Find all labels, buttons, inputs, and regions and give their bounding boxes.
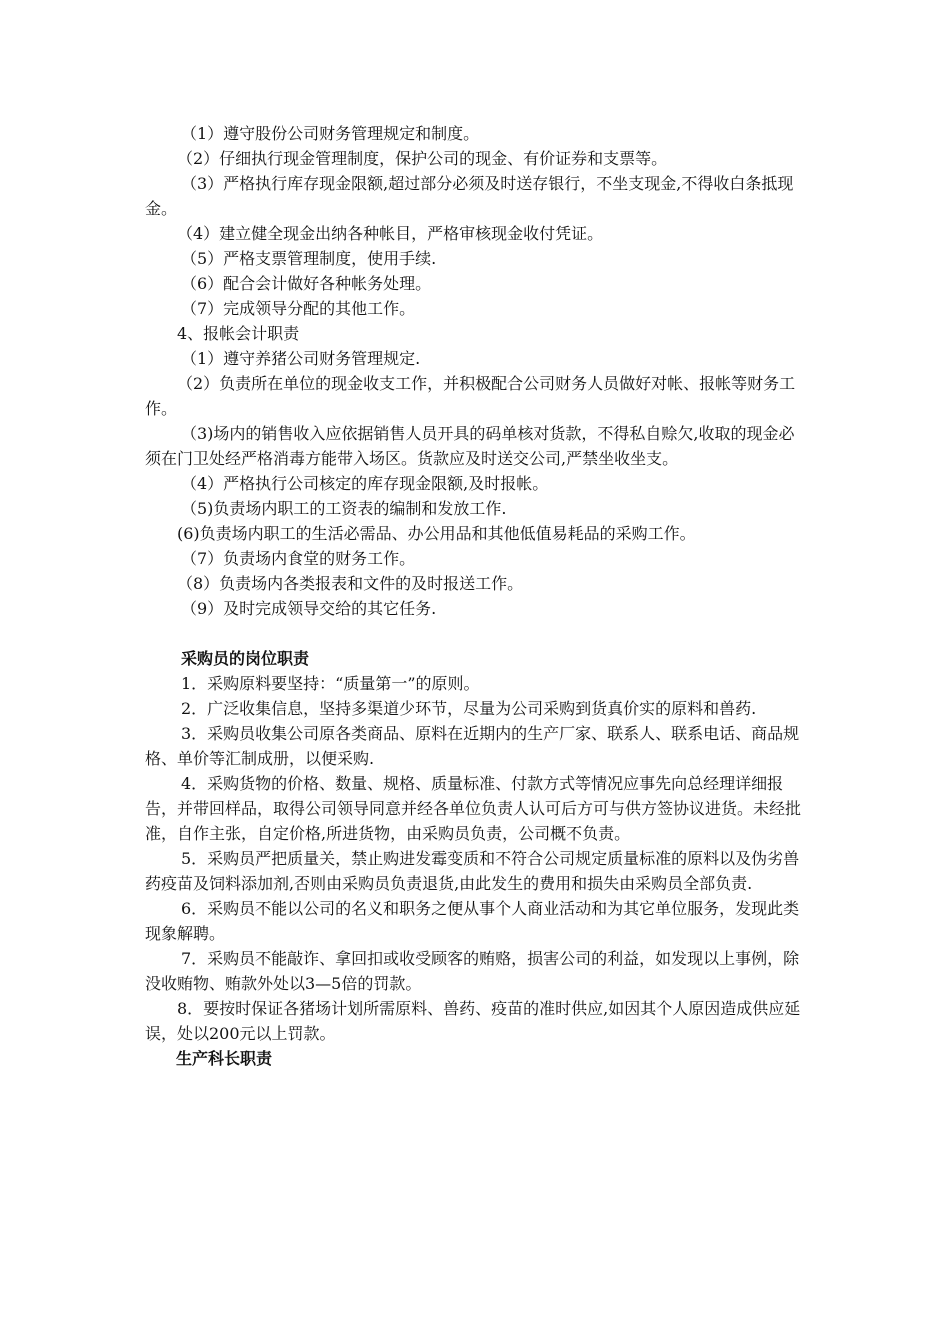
- accountant-item-2: （2）负责所在单位的现金收支工作，并积极配合公司财务人员做好对帐、报帐等财务工作。: [145, 374, 796, 418]
- purchaser-item-2: 2．广泛收集信息，坚持多渠道少环节，尽量为公司采购到货真价实的原料和兽药.: [181, 699, 757, 718]
- document-body: [145, 121, 805, 1071]
- accountant-item-6: (6)负责场内职工的生活必需品、办公用品和其他低值易耗品的采购工作。: [177, 524, 696, 543]
- purchaser-item-6: 6．采购员不能以公司的名义和职务之便从事个人商业活动和为其它单位服务，发现此类现象解聘。: [145, 899, 800, 943]
- accountant-item-9: （9）及时完成领导交给的其它任务.: [181, 599, 437, 618]
- finance-item-7: （7）完成领导分配的其他工作。: [181, 299, 416, 318]
- accountant-item-1: （1）遵守养猪公司财务管理规定.: [181, 349, 421, 368]
- purchaser-item-1: 1．采购原料要坚持：“质量第一”的原则。: [181, 674, 480, 693]
- finance-item-1: （1）遵守股份公司财务管理规定和制度。: [181, 124, 480, 143]
- finance-item-5: （5）严格支票管理制度，使用手续.: [181, 249, 437, 268]
- purchaser-item-4: 4．采购货物的价格、数量、规格、质量标准、付款方式等情况应事先向总经理详细报告，并带回样品，取得公司领导同意并经各单位负责人认可后方可与供方签协议进货。未经批准，自作主张，自定价格,所进货物，由采购员负责，公司概不负责。: [145, 774, 802, 843]
- accountant-item-3: （3)场内的销售收入应依据销售人员开具的码单核对货款，不得私自赊欠,收取的现金必须在门卫处经严格消毒方能带入场区。货款应及时送交公司,严禁坐收坐支。: [145, 424, 795, 468]
- production-section-title: 生产科长职责: [176, 1049, 273, 1068]
- purchaser-item-3: 3．采购员收集公司原各类商品、原料在近期内的生产厂家、联系人、联系电话、商品规格、单价等汇制成册，以便采购.: [145, 724, 800, 768]
- purchaser-item-8: 8．要按时保证各猪场计划所需原料、兽药、疫苗的准时供应,如因其个人原因造成供应延误，处以200元以上罚款。: [145, 999, 801, 1043]
- accountant-item-8: （8）负责场内各类报表和文件的及时报送工作。: [177, 574, 524, 593]
- accountant-item-4: （4）严格执行公司核定的库存现金限额,及时报帐。: [181, 474, 549, 493]
- purchaser-section-title: 采购员的岗位职责: [181, 649, 310, 668]
- purchaser-item-7: 7．采购员不能敲诈、拿回扣或收受顾客的贿赂，损害公司的利益，如发现以上事例，除没收贿物、贿款外处以3—5倍的罚款。: [145, 949, 800, 993]
- finance-item-4: （4）建立健全现金出纳各种帐目，严格审核现金收付凭证。: [177, 224, 604, 243]
- purchaser-item-5: 5．采购员严把质量关，禁止购进发霉变质和不符合公司规定质量标准的原料以及伪劣兽药疫苗及饲料添加剂,否则由采购员负责退货,由此发生的费用和损失由采购员全部负责.: [145, 849, 800, 893]
- finance-item-3: （3）严格执行库存现金限额,超过部分必须及时送存银行，不坐支现金,不得收白条抵现金。: [145, 174, 794, 218]
- accountant-item-7: （7）负责场内食堂的财务工作。: [181, 549, 416, 568]
- finance-item-2: （2）仔细执行现金管理制度，保护公司的现金、有价证券和支票等。: [177, 149, 668, 168]
- finance-item-6: （6）配合会计做好各种帐务处理。: [181, 274, 432, 293]
- accountant-section-title: 4、报帐会计职责: [177, 324, 300, 343]
- accountant-item-5: （5)负责场内职工的工资表的编制和发放工作.: [181, 499, 507, 518]
- section-spacer: [145, 621, 805, 646]
